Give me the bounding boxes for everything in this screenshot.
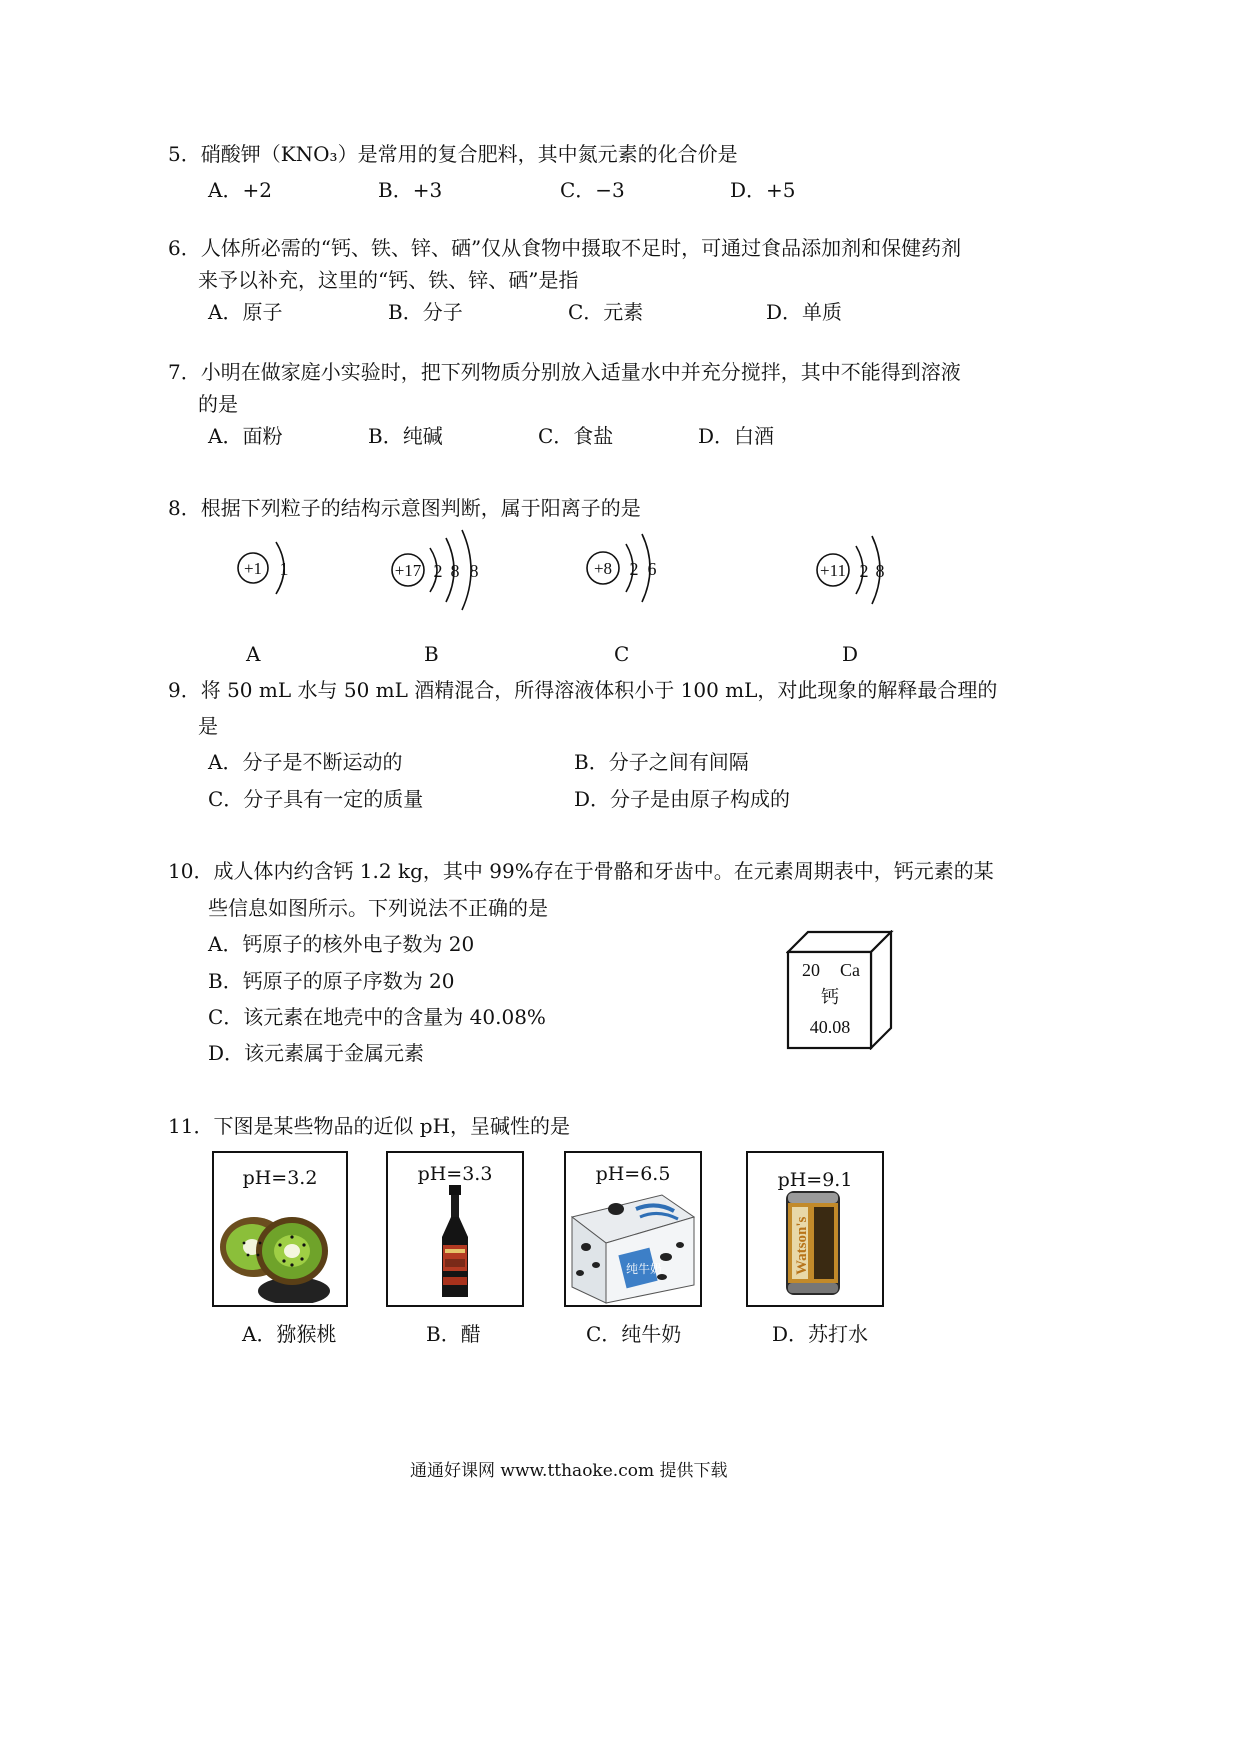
element-atomic-mass: 40.08	[809, 1017, 851, 1037]
item-a-ph: pH=3.2	[242, 1167, 318, 1189]
element-symbol: Ca	[840, 960, 860, 980]
particle-d-shell-1: 2	[859, 561, 869, 581]
q7-stem-line1: 7．小明在做家庭小实验时，把下列物质分别放入适量水中并充分搅拌，其中不能得到溶液	[168, 360, 961, 384]
q9-option-a: A．分子是不断运动的	[208, 750, 403, 774]
item-a-label: A．猕猴桃	[242, 1322, 337, 1346]
q7-option-c: C．食盐	[538, 424, 614, 448]
item-d-label: D．苏打水	[772, 1322, 869, 1346]
q8-particle-diagrams	[0, 528, 1240, 648]
particle-b-label: B	[424, 642, 439, 666]
q10-option-c: C．该元素在地壳中的含量为 40.08%	[208, 1005, 546, 1029]
particle-a-nucleus: +1	[243, 559, 263, 578]
item-b-label: B．醋	[426, 1322, 481, 1346]
q6-option-b: B．分子	[388, 300, 463, 324]
calcium-element-cube	[786, 930, 896, 1050]
item-b-vinegar-frame	[386, 1151, 524, 1307]
item-c-label: C．纯牛奶	[586, 1322, 682, 1346]
kiwi-image	[214, 1193, 346, 1303]
particle-b-shell-1: 2	[433, 561, 443, 581]
item-a-kiwi-frame	[212, 1151, 348, 1307]
particle-d-nucleus: +11	[820, 561, 846, 580]
item-c-ph: pH=6.5	[595, 1163, 671, 1185]
milk-carton-image	[566, 1187, 700, 1305]
q5-option-b: B．+3	[378, 178, 443, 202]
q10-stem-line1: 10．成人体内约含钙 1.2 kg，其中 99%存在于骨骼和牙齿中。在元素周期表中，钙元素的某	[168, 859, 994, 883]
q9-stem-line1: 9．将 50 mL 水与 50 mL 酒精混合，所得溶液体积小于 100 mL，对此现象的解释最合理的	[168, 678, 998, 702]
q10-option-a: A．钙原子的核外电子数为 20	[208, 932, 475, 956]
q5-stem: 5．硝酸钾（KNO₃）是常用的复合肥料，其中氮元素的化合价是	[168, 142, 738, 166]
particle-a-diagram	[238, 542, 289, 594]
item-d-soda-frame	[746, 1151, 884, 1307]
q5-option-d: D．+5	[730, 178, 796, 202]
particle-d-shell-2: 8	[875, 561, 885, 581]
particle-b-diagram	[392, 530, 479, 610]
q9-option-c: C．分子具有一定的质量	[208, 787, 424, 811]
q9-option-d: D．分子是由原子构成的	[574, 787, 791, 811]
particle-c-shell-2: 6	[647, 559, 657, 579]
soda-can-image	[748, 1185, 882, 1303]
particle-a-label: A	[246, 642, 261, 666]
q6-stem-line1: 6．人体所必需的“钙、铁、锌、硒”仅从食物中摄取不足时，可通过食品添加剂和保健药剂	[168, 236, 962, 260]
q8-stem: 8．根据下列粒子的结构示意图判断，属于阳离子的是	[168, 496, 641, 520]
particle-c-label: C	[614, 642, 630, 666]
q7-option-a: A．面粉	[208, 424, 283, 448]
q9-option-b: B．分子之间有间隔	[574, 750, 749, 774]
soda-can-brand: Watson's	[794, 1216, 810, 1275]
q10-stem-line2: 些信息如图所示。下列说法不正确的是	[208, 896, 548, 920]
q6-option-d: D．单质	[766, 300, 843, 324]
q5-option-c: C．−3	[560, 178, 625, 202]
q7-stem-line2: 的是	[198, 392, 238, 416]
q6-option-c: C．元素	[568, 300, 644, 324]
item-d-ph: pH=9.1	[777, 1169, 853, 1191]
item-b-ph: pH=3.3	[417, 1163, 493, 1185]
q7-option-b: B．纯碱	[368, 424, 443, 448]
q10-option-b: B．钙原子的原子序数为 20	[208, 969, 455, 993]
q7-option-d: D．白酒	[698, 424, 775, 448]
q10-option-d: D．该元素属于金属元素	[208, 1041, 425, 1065]
particle-b-shell-2: 8	[450, 561, 460, 581]
q6-option-a: A．原子	[208, 300, 283, 324]
svg-text:纯牛奶: 纯牛奶	[626, 1262, 663, 1276]
particle-d-label: D	[842, 642, 859, 666]
particle-b-shell-3: 8	[469, 561, 479, 581]
particle-b-nucleus: +17	[394, 561, 422, 580]
element-atomic-number: 20	[802, 960, 820, 980]
element-name: 钙	[821, 987, 839, 1007]
particle-a-shell-1: 1	[279, 559, 289, 579]
q9-stem-line2: 是	[198, 714, 218, 738]
q11-stem: 11．下图是某些物品的近似 pH，呈碱性的是	[168, 1114, 571, 1138]
particle-c-diagram	[587, 534, 657, 602]
particle-c-nucleus: +8	[593, 559, 613, 578]
particle-d-diagram	[817, 536, 885, 604]
q6-stem-line2: 来予以补充，这里的“钙、铁、锌、硒”是指	[198, 268, 579, 292]
item-c-milk-frame	[564, 1151, 702, 1307]
page-footer: 通通好课网 www.tthaoke.com 提供下载	[410, 1461, 728, 1481]
vinegar-bottle-image	[388, 1185, 522, 1305]
particle-c-shell-1: 2	[629, 559, 639, 579]
q5-option-a: A．+2	[208, 178, 272, 202]
